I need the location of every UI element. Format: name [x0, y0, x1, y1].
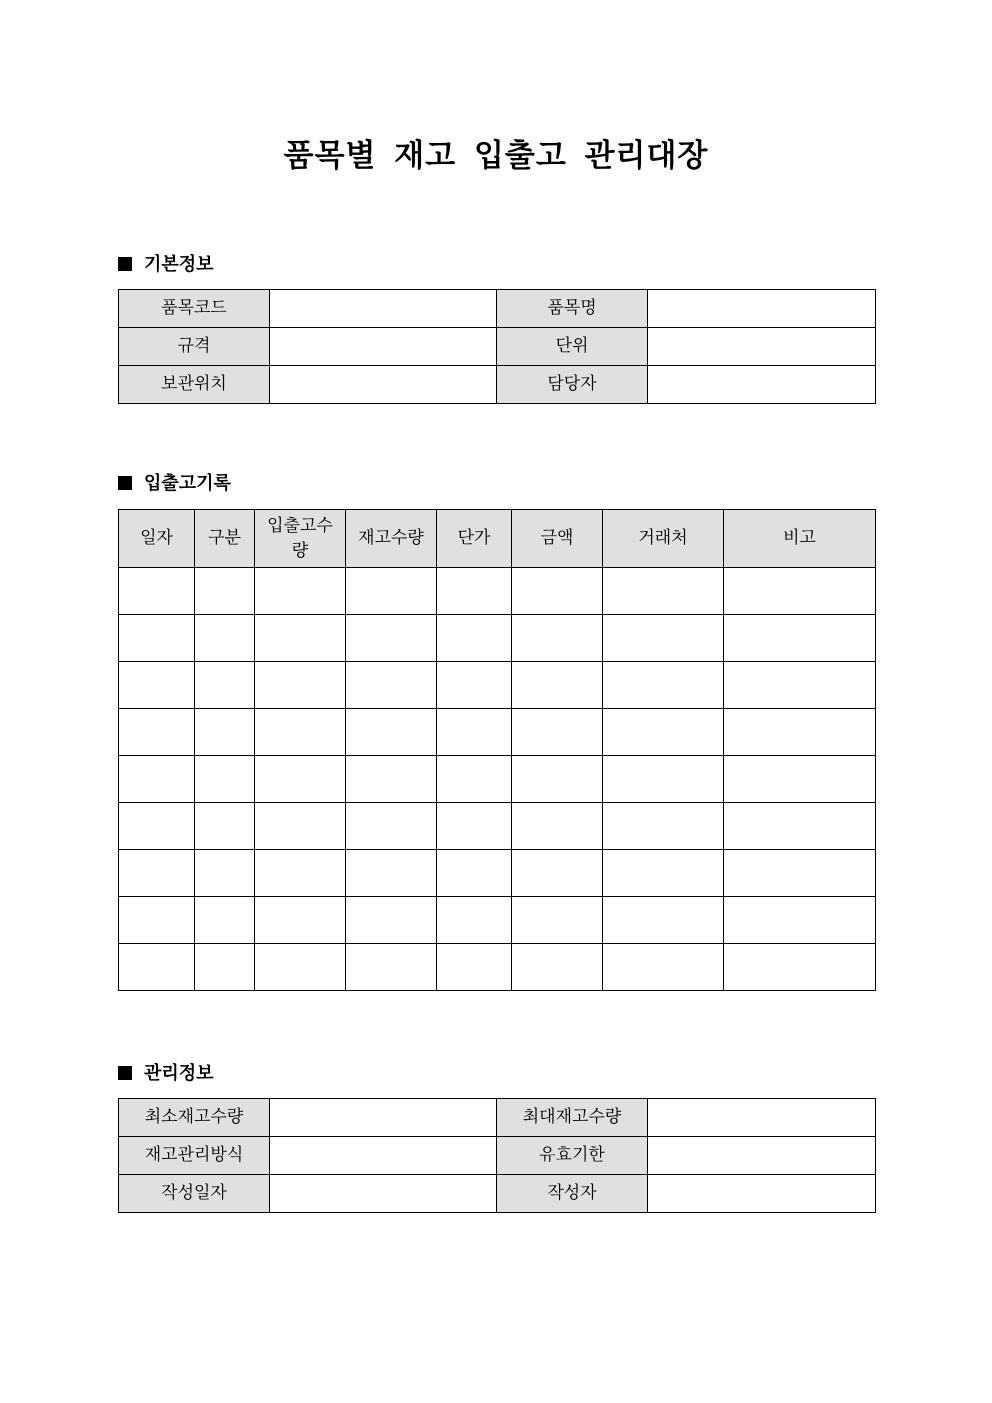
section-heading-basic: [118, 253, 214, 277]
record-cell[interactable]: [724, 615, 876, 662]
record-cell[interactable]: [512, 850, 603, 897]
column-header: 거래처: [603, 510, 724, 568]
record-cell[interactable]: [346, 944, 437, 991]
record-cell[interactable]: [119, 803, 195, 850]
field-label: 작성자: [497, 1175, 648, 1213]
expiry-field[interactable]: [648, 1137, 876, 1175]
table-row: [119, 366, 876, 404]
author-field[interactable]: [648, 1175, 876, 1213]
record-cell[interactable]: [119, 944, 195, 991]
record-cell[interactable]: [437, 897, 512, 944]
record-cell[interactable]: [603, 709, 724, 756]
section-heading-management-label: 관리정보: [144, 1063, 214, 1084]
record-cell[interactable]: [346, 803, 437, 850]
record-cell[interactable]: [346, 897, 437, 944]
table-header-row: [119, 510, 876, 568]
record-cell[interactable]: [346, 756, 437, 803]
record-cell[interactable]: [437, 944, 512, 991]
column-header: 비고: [724, 510, 876, 568]
record-cell[interactable]: [119, 568, 195, 615]
unit-field[interactable]: [648, 328, 876, 366]
record-cell[interactable]: [195, 897, 255, 944]
record-cell[interactable]: [437, 662, 512, 709]
field-label: 규격: [119, 328, 270, 366]
black-square-icon: [118, 257, 132, 271]
table-row: [119, 756, 876, 803]
black-square-icon: [118, 1066, 132, 1080]
record-cell[interactable]: [437, 803, 512, 850]
field-label: 담당자: [497, 366, 648, 404]
record-cell[interactable]: [119, 615, 195, 662]
record-cell[interactable]: [603, 615, 724, 662]
table-row: [119, 897, 876, 944]
record-cell[interactable]: [724, 850, 876, 897]
record-cell[interactable]: [437, 615, 512, 662]
column-header: 입출고수량: [255, 510, 346, 568]
record-cell[interactable]: [603, 756, 724, 803]
record-cell[interactable]: [195, 568, 255, 615]
record-cell[interactable]: [603, 662, 724, 709]
record-cell[interactable]: [255, 850, 346, 897]
field-label: 단위: [497, 328, 648, 366]
stock-method-field[interactable]: [270, 1137, 497, 1175]
column-header: 금액: [512, 510, 603, 568]
record-cell[interactable]: [119, 756, 195, 803]
record-cell[interactable]: [603, 944, 724, 991]
record-cell[interactable]: [724, 944, 876, 991]
field-label: 품목명: [497, 290, 648, 328]
table-row: [119, 709, 876, 756]
field-label: 품목코드: [119, 290, 270, 328]
record-cell[interactable]: [724, 897, 876, 944]
table-row: [119, 1137, 876, 1175]
min-stock-field[interactable]: [270, 1099, 497, 1137]
field-label: 최소재고수량: [119, 1099, 270, 1137]
record-cell[interactable]: [195, 850, 255, 897]
record-cell[interactable]: [346, 850, 437, 897]
record-cell[interactable]: [195, 709, 255, 756]
record-cell[interactable]: [512, 944, 603, 991]
table-row: [119, 1175, 876, 1213]
table-row: [119, 568, 876, 615]
black-square-icon: [118, 476, 132, 490]
record-cell[interactable]: [603, 850, 724, 897]
record-cell[interactable]: [512, 756, 603, 803]
record-cell[interactable]: [119, 662, 195, 709]
section-heading-records-label: 입출고기록: [144, 473, 231, 494]
record-cell[interactable]: [119, 850, 195, 897]
record-cell[interactable]: [195, 615, 255, 662]
field-label: 보관위치: [119, 366, 270, 404]
section-heading-basic-label: 기본정보: [144, 254, 214, 275]
record-cell[interactable]: [724, 568, 876, 615]
record-cell[interactable]: [195, 756, 255, 803]
record-cell[interactable]: [346, 615, 437, 662]
record-cell[interactable]: [255, 615, 346, 662]
record-cell[interactable]: [119, 709, 195, 756]
document-title: 품목별 재고 입출고 관리대장: [283, 138, 709, 174]
record-cell[interactable]: [346, 662, 437, 709]
section-heading-records: [118, 472, 231, 496]
manager-field[interactable]: [648, 366, 876, 404]
record-cell[interactable]: [603, 803, 724, 850]
record-cell[interactable]: [346, 568, 437, 615]
record-cell[interactable]: [195, 662, 255, 709]
record-cell[interactable]: [255, 944, 346, 991]
table-row: [119, 290, 876, 328]
item-name-field[interactable]: [648, 290, 876, 328]
section-heading-management: [118, 1062, 214, 1086]
written-date-field[interactable]: [270, 1175, 497, 1213]
column-header: 단가: [437, 510, 512, 568]
record-cell[interactable]: [724, 662, 876, 709]
record-cell[interactable]: [255, 662, 346, 709]
record-cell[interactable]: [346, 709, 437, 756]
record-cell[interactable]: [255, 756, 346, 803]
record-cell[interactable]: [195, 803, 255, 850]
field-label: 유효기한: [497, 1137, 648, 1175]
record-cell[interactable]: [255, 897, 346, 944]
column-header: 구분: [195, 510, 255, 568]
record-cell[interactable]: [724, 709, 876, 756]
field-label: 재고관리방식: [119, 1137, 270, 1175]
basic-info-table: [118, 289, 876, 404]
record-cell[interactable]: [255, 568, 346, 615]
record-cell[interactable]: [437, 756, 512, 803]
record-cell[interactable]: [603, 568, 724, 615]
record-cell[interactable]: [724, 803, 876, 850]
record-cell[interactable]: [512, 615, 603, 662]
record-cell[interactable]: [255, 803, 346, 850]
record-cell[interactable]: [512, 662, 603, 709]
inout-record-table: [118, 509, 876, 991]
field-label: 최대재고수량: [497, 1099, 648, 1137]
max-stock-field[interactable]: [648, 1099, 876, 1137]
item-code-field[interactable]: [270, 290, 497, 328]
record-cell[interactable]: [724, 756, 876, 803]
management-info-table: [118, 1098, 876, 1213]
record-cell[interactable]: [255, 709, 346, 756]
record-cell[interactable]: [195, 944, 255, 991]
table-row: [119, 662, 876, 709]
column-header: 재고수량: [346, 510, 437, 568]
table-row: [119, 1099, 876, 1137]
table-row: [119, 615, 876, 662]
record-cell[interactable]: [603, 897, 724, 944]
table-row: [119, 328, 876, 366]
record-cell[interactable]: [119, 897, 195, 944]
record-cell[interactable]: [512, 897, 603, 944]
column-header: 일자: [119, 510, 195, 568]
field-label: 작성일자: [119, 1175, 270, 1213]
record-cell[interactable]: [437, 850, 512, 897]
record-cell[interactable]: [437, 709, 512, 756]
spec-field[interactable]: [270, 328, 497, 366]
record-cell[interactable]: [437, 568, 512, 615]
table-row: [119, 944, 876, 991]
table-row: [119, 850, 876, 897]
table-row: [119, 803, 876, 850]
record-cell[interactable]: [512, 709, 603, 756]
storage-location-field[interactable]: [270, 366, 497, 404]
record-cell[interactable]: [512, 568, 603, 615]
record-cell[interactable]: [512, 803, 603, 850]
